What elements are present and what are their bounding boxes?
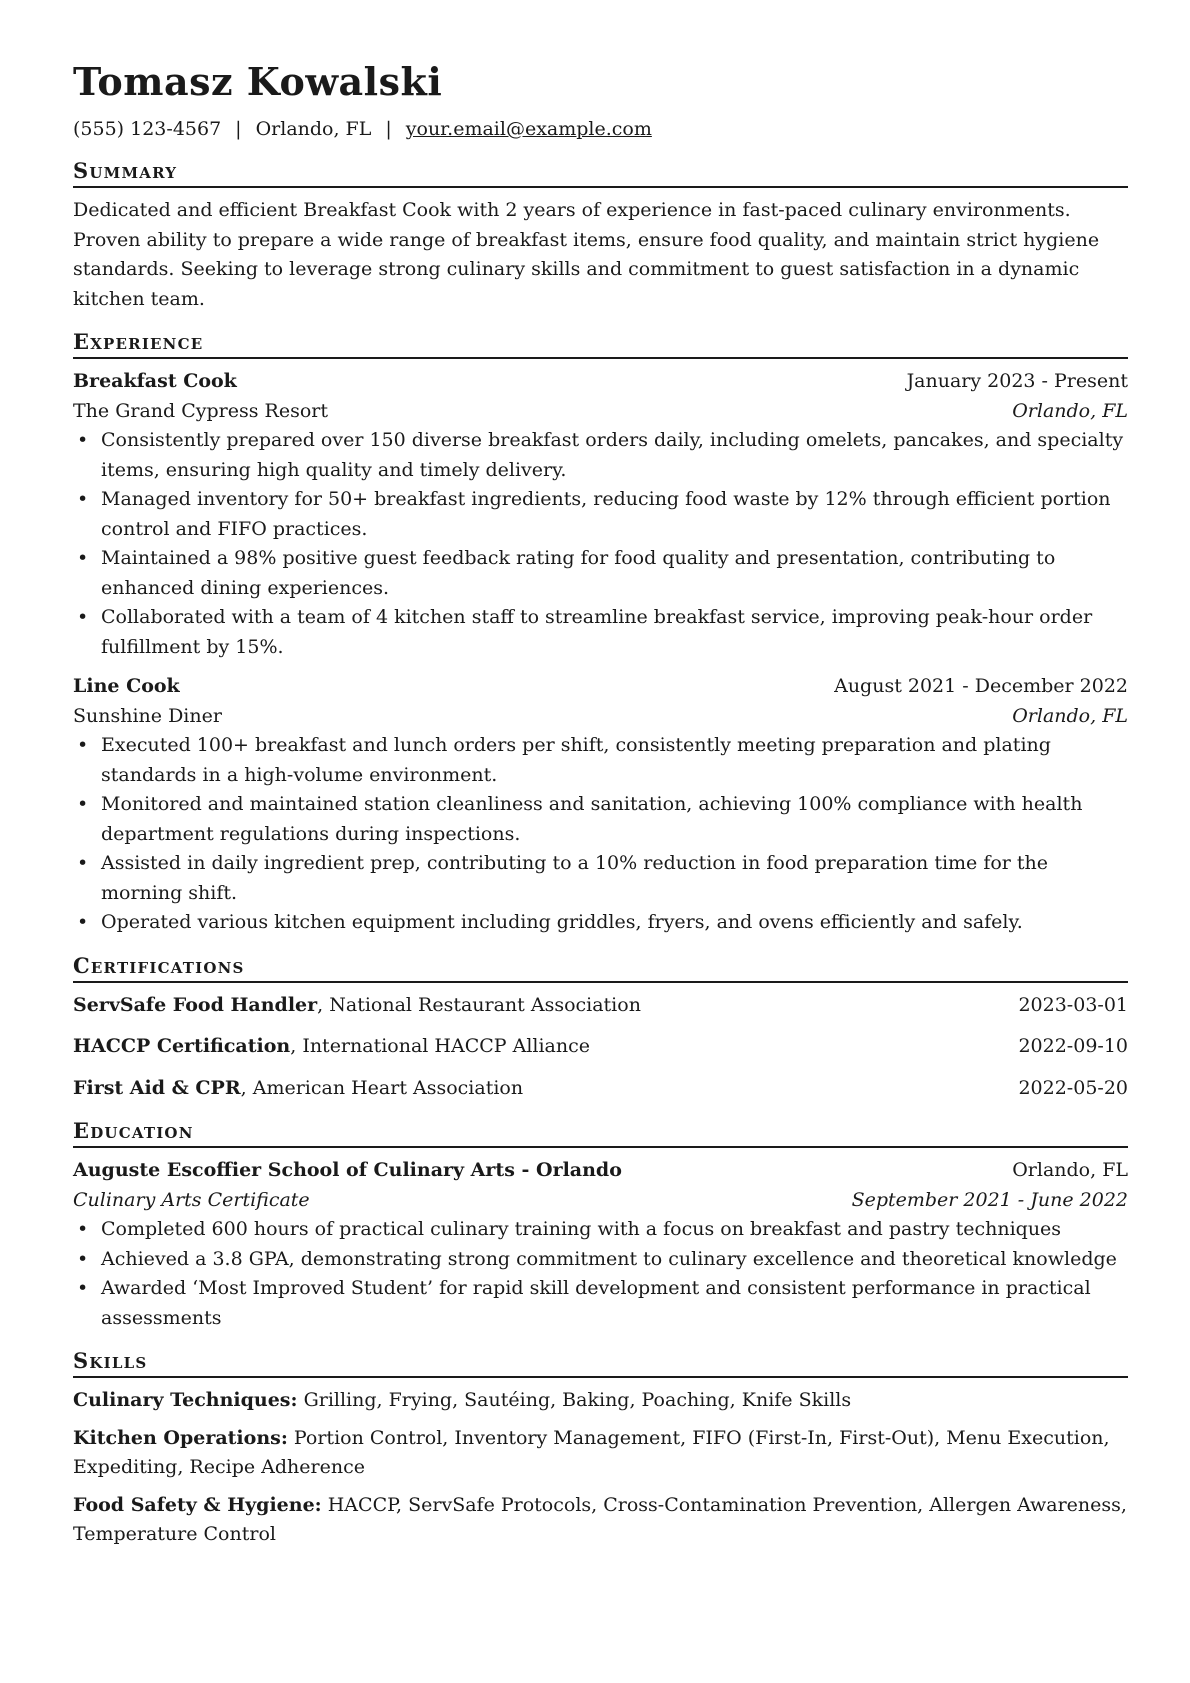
job-header xyxy=(73,672,1128,702)
job-entry xyxy=(73,367,1128,662)
list-item: • Operated various kitchen equipment including griddles, fryers, and ovens efficiently and safely. xyxy=(101,908,1128,938)
job-company: The Grand Cypress Resort xyxy=(73,399,328,422)
education-section xyxy=(73,1117,1128,1333)
job-bullets xyxy=(73,731,1128,938)
list-item: • Monitored and maintained station cleanliness and sanitation, achieving 100% compliance with health department regulations during inspections. xyxy=(101,790,1128,849)
list-item: • Completed 600 hours of practical culinary training with a focus on breakfast and pastry techniques xyxy=(101,1215,1128,1245)
job-location: Orlando, FL xyxy=(1012,704,1128,727)
section-title-skills: Skills xyxy=(73,1347,1128,1378)
education-header xyxy=(73,1156,1128,1186)
contact-separator: | xyxy=(385,118,392,140)
cert-date: 2022-09-10 xyxy=(1018,1035,1128,1057)
job-dates: January 2023 - Present xyxy=(906,370,1128,392)
skill-row xyxy=(73,1386,1128,1416)
skill-value: Grilling, Frying, Sautéing, Baking, Poaching, Knife Skills xyxy=(297,1389,852,1411)
skill-row xyxy=(73,1424,1128,1483)
resume-page xyxy=(73,58,1128,1558)
section-title-certifications: Certifications xyxy=(73,952,1128,983)
certification-row xyxy=(73,991,1128,1021)
education-subheader xyxy=(73,1186,1128,1216)
cert-issuer: , International HACCP Alliance xyxy=(290,1035,591,1057)
job-dates: August 2021 - December 2022 xyxy=(834,675,1128,697)
list-item: • Assisted in daily ingredient prep, contributing to a 10% reduction in food preparation time for the morning shift. xyxy=(101,849,1128,908)
skill-value: HACCP, ServSafe Protocols, Cross-Contamination Prevention, Allergen Awareness, Temperature Control xyxy=(73,1493,1127,1545)
job-entry xyxy=(73,672,1128,938)
education-bullets xyxy=(73,1215,1128,1333)
school-name: Auguste Escoffier School of Culinary Arts - Orlando xyxy=(73,1159,622,1181)
cert-issuer: , American Heart Association xyxy=(240,1076,524,1099)
job-subheader xyxy=(73,702,1128,732)
skills-section xyxy=(73,1347,1128,1550)
list-item: • Collaborated with a team of 4 kitchen staff to streamline breakfast service, improving peak-hour order fulfillment by 15%. xyxy=(101,603,1128,662)
experience-section xyxy=(73,328,1128,938)
job-location: Orlando, FL xyxy=(1012,399,1128,422)
cert-name: ServSafe Food Handler xyxy=(73,993,318,1016)
job-bullets xyxy=(73,426,1128,662)
job-subheader xyxy=(73,397,1128,427)
cert-date: 2022-05-20 xyxy=(1018,1076,1128,1099)
degree: Culinary Arts Certificate xyxy=(73,1188,310,1211)
contact-line xyxy=(73,115,1128,143)
job-role: Breakfast Cook xyxy=(73,370,237,392)
list-item: • Awarded ‘Most Improved Student’ for rapid skill development and consistent performance in practical assessments xyxy=(101,1274,1128,1333)
list-item: • Achieved a 3.8 GPA, demonstrating strong commitment to culinary excellence and theoretical knowledge xyxy=(101,1245,1128,1275)
certifications-section xyxy=(73,952,1128,1104)
section-title-education: Education xyxy=(73,1117,1128,1148)
list-item: • Consistently prepared over 150 diverse breakfast orders daily, including omelets, pancakes, and specialty items, ensuring high quality and timely delivery. xyxy=(101,426,1128,485)
cert-date: 2023-03-01 xyxy=(1018,993,1128,1016)
job-role: Line Cook xyxy=(73,675,180,697)
job-company: Sunshine Diner xyxy=(73,704,222,727)
skill-label: Culinary Techniques: xyxy=(73,1389,298,1411)
email-link[interactable]: your.email@example.com xyxy=(405,118,652,140)
list-item: • Managed inventory for 50+ breakfast ingredients, reducing food waste by 12% through efficient portion control and FIFO practices. xyxy=(101,485,1128,544)
education-dates: September 2021 - June 2022 xyxy=(851,1188,1128,1211)
summary-text: Dedicated and efficient Breakfast Cook with 2 years of experience in fast-paced culinary environments. Proven ability to prepare a wide range of breakfast items, ensure food quality, and maintain strict hygiene standards. Seeking to leverage strong culinary skills and commitment to guest satisfaction in a dynamic kitchen team. xyxy=(73,199,1100,310)
certification-row xyxy=(73,1074,1128,1104)
contact-separator: | xyxy=(235,118,242,140)
skill-row xyxy=(73,1491,1128,1550)
summary-section xyxy=(73,157,1128,314)
certification-row xyxy=(73,1032,1128,1062)
list-item: • Maintained a 98% positive guest feedback rating for food quality and presentation, contributing to enhanced dining experiences. xyxy=(101,544,1128,603)
section-title-experience: Experience xyxy=(73,328,1128,359)
list-item: • Executed 100+ breakfast and lunch orders per shift, consistently meeting preparation and plating standards in a high-volume environment. xyxy=(101,731,1128,790)
school-location: Orlando, FL xyxy=(1012,1159,1128,1181)
phone: (555) 123-4567 xyxy=(73,118,222,140)
job-header xyxy=(73,367,1128,397)
candidate-name: Tomasz Kowalski xyxy=(73,59,443,104)
cert-name: HACCP Certification xyxy=(73,1035,291,1057)
cert-issuer: , National Restaurant Association xyxy=(317,993,641,1016)
location: Orlando, FL xyxy=(255,118,372,140)
skill-label: Food Safety & Hygiene: xyxy=(73,1493,322,1516)
cert-name: First Aid & CPR xyxy=(73,1076,241,1099)
skill-value: Portion Control, Inventory Management, FIFO (First-In, First-Out), Menu Execution, Expediting, Recipe Adherence xyxy=(73,1426,1110,1478)
skill-label: Kitchen Operations: xyxy=(73,1426,288,1449)
section-title-summary: Summary xyxy=(73,157,1128,188)
